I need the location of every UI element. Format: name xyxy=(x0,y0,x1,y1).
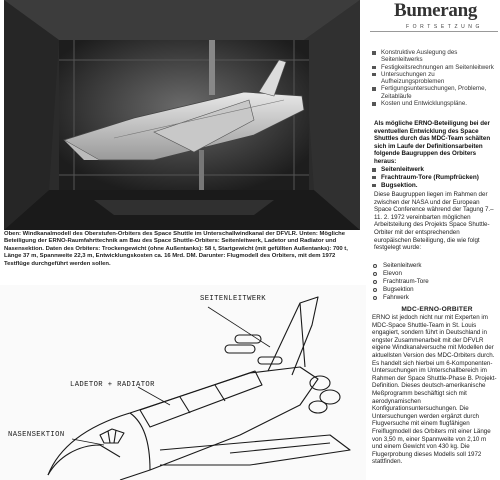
list-item: Untersuchungen zu Aufheizungsproblemen xyxy=(370,71,498,86)
list-item: Elevon xyxy=(372,270,498,278)
label-cargo-door: LADETOR + RADIATOR xyxy=(70,381,155,389)
photo-caption xyxy=(4,231,360,268)
list-item: Festigkeitsrechnungen am Seitenleitwerk xyxy=(370,64,498,71)
text-column xyxy=(370,0,498,480)
paragraph-participation: Als mögliche ERNO-Beteiligung bei der eventuellen Entwicklung des Space Shuttles durch das MDC-Team schälten sich im Laufe der Definitionsarbeiten folgende Baugruppen des Orbiters heraus: xyxy=(374,120,491,165)
component-list xyxy=(370,166,498,189)
list-item: Fertigungsuntersuchungen, Probleme, Zeitabläufe xyxy=(370,85,498,100)
list-item: Seitenleitwerk xyxy=(372,262,498,270)
list-item: Konstruktive Auslegung des Seitenleitwerks xyxy=(370,49,498,64)
list-item: Bugsektion. xyxy=(370,182,498,190)
label-nose: NASENSEKTION xyxy=(8,431,65,439)
label-tail: SEITENLEITWERK xyxy=(200,295,266,303)
header-rule xyxy=(370,31,498,32)
wind-tunnel-illustration xyxy=(4,0,360,230)
orbiter-line-drawing xyxy=(0,285,366,480)
list-item: Kosten und Entwicklungspläne. xyxy=(370,100,498,107)
wind-tunnel-photo xyxy=(4,0,360,230)
list-item: Bugsektion xyxy=(372,286,498,294)
paragraph-orbiter: ERNO ist jedoch nicht nur mit Experten im MDC-Space Shuttle-Team in St. Louis engagiert, sondern führt in Deutschland in engster Zusammenarbeit mit der DFVLR eigene Windkanalversuche mit Modellen der aktuellsten Version des MDC-Orbiters durch. Es handelt sich hierbei um 6-Komponenten-Untersuchungen im Unterschallbereich im Rahmen der Space Shuttle-Phase B. Projekt-Definition. Dieses deutsch-amerikanische Meßprogramm beschäftigt sich mit aerodynamischen Konfigurationsuntersuchungen. Die Untersuchungen werden ergänzt durch Flugversuche mit einem flugfähigen Freiflugmodell des Orbiters mit einer Länge von 3,50 m, einer Spannweite von 2,10 m und einem Gewicht von 430 kg. Die Flugerprobung dieses Modells soll 1972 stattfinden. xyxy=(372,314,497,466)
list-item: Seitenleitwerk xyxy=(370,166,498,174)
list-item: Frachtraum-Tore (Rumpfrücken) xyxy=(370,174,498,182)
list-item: Frachtraum-Tore xyxy=(372,278,498,286)
list-item: Fahrwerk xyxy=(372,294,498,302)
section-heading: MDC-ERNO-ORBITER xyxy=(401,306,473,313)
paragraph-agreement: Diese Baugruppen liegen im Rahmen der zwischen der NASA und der European Space Conference während der Tagung 7.–11. 2. 1972 vereinbarten möglichen Arbeitsteilung des Projekts Space Shuttle-Orbiter mit der entsprechenden europäischen Beteiligung, die wie folgt festgelegt wurde: xyxy=(374,191,494,252)
orbiter-sketch xyxy=(0,285,366,480)
caption-text: Oben: Windkanalmodell des Oberstufen-Orbiters des Space Shuttle im Unterschallwindkanal der DFVLR. Unten: Mögliche Beteiligung der ERNO-Raumfahrttechnik am Bau des Space Shuttle-Orbiters: Seitenleitwerk, Ladetor und Radiator und Nasensektion. Daten des Orbiters: Trockengewicht (ohne Außentanks): 58 t, Startgewicht (mit gefüllten Außentanks): 700 t, Länge 37 m, Spannweite 22,3 m, Entwicklungskosten ca. 16 Mrd. DM. Darunter: Flugmodell des Orbiters, mit dem 1972 Testflüge durchgeführt werden sollen. xyxy=(4,231,348,267)
task-list xyxy=(370,49,498,107)
article-subtitle: FORTSETZUNG xyxy=(406,24,484,30)
article-title: Bumerang xyxy=(394,0,478,21)
work-share-list xyxy=(372,262,498,302)
